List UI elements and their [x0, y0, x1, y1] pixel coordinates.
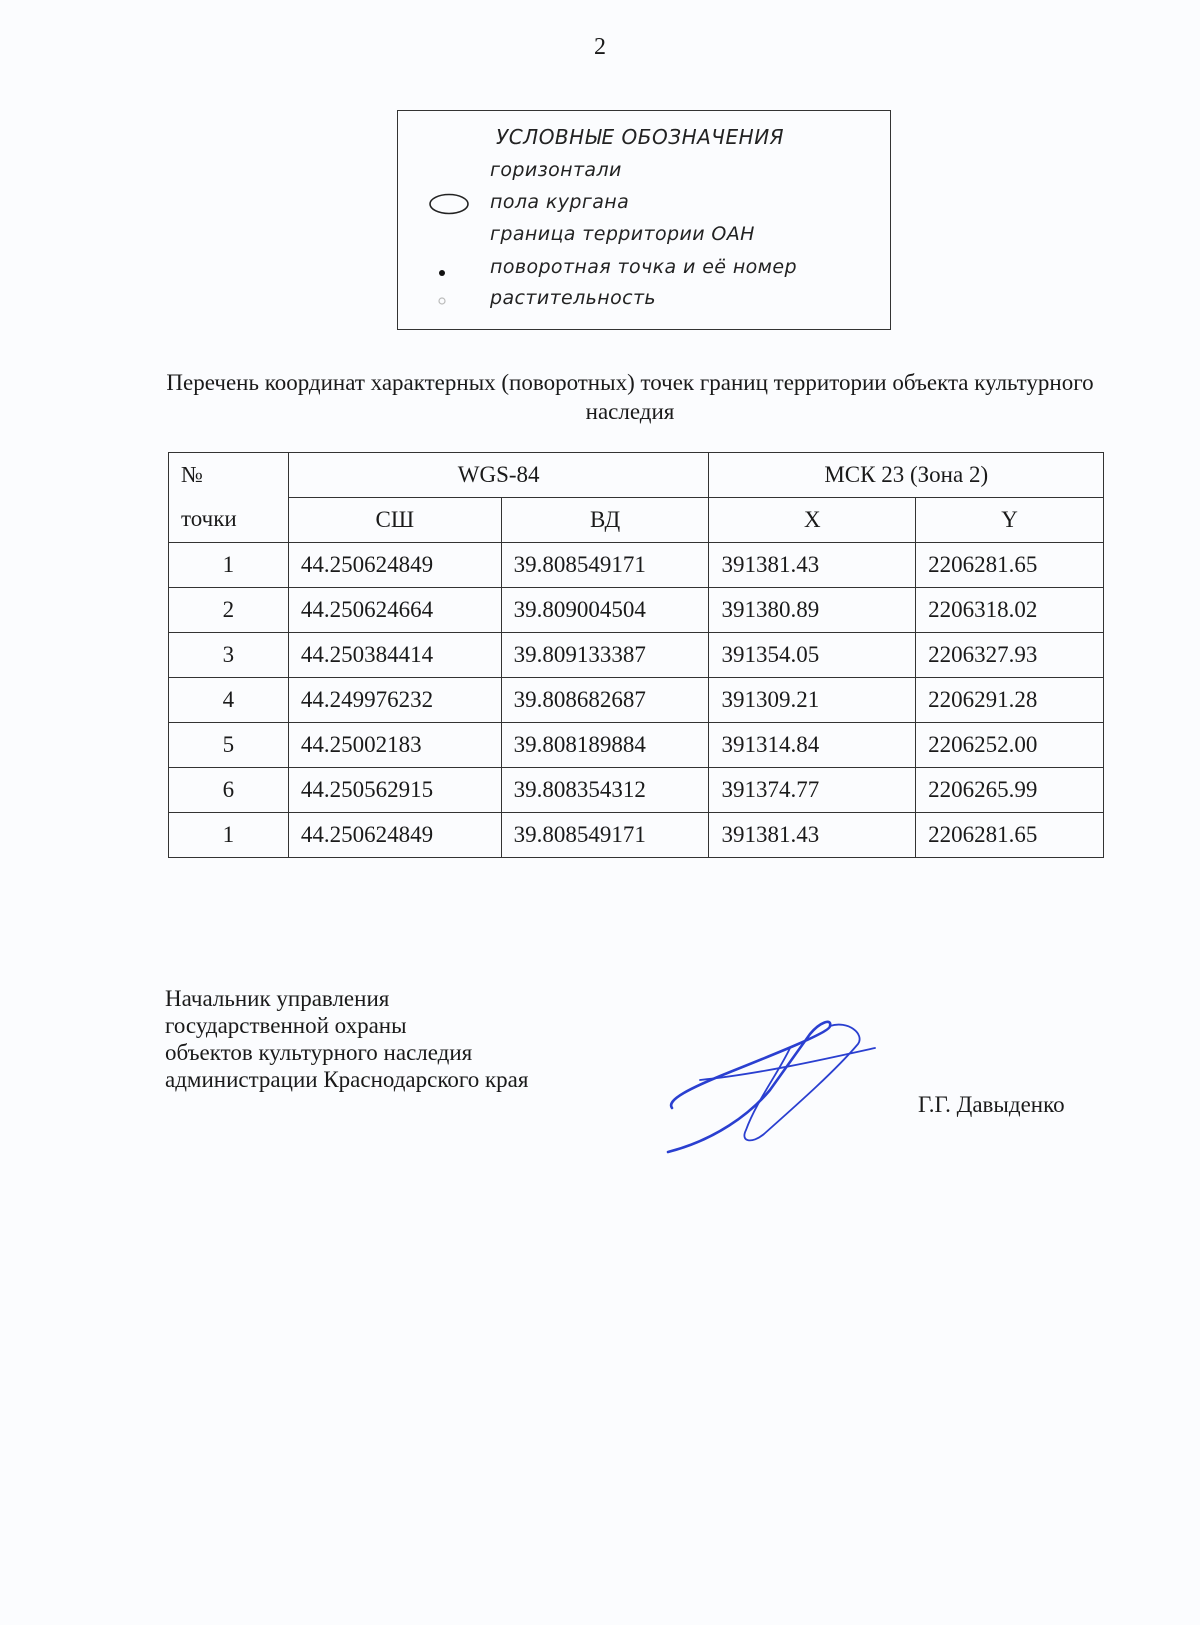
lon-cell: 39.808354312	[501, 768, 709, 813]
table-row	[169, 588, 1104, 633]
page-number: 2	[594, 34, 606, 60]
y-cell: 2206291.28	[916, 678, 1104, 723]
y-cell: 2206281.65	[916, 543, 1104, 588]
y-cell: 2206265.99	[916, 768, 1104, 813]
legend-box	[397, 110, 891, 330]
x-cell: 391374.77	[709, 768, 916, 813]
legend-item-turning-point	[398, 254, 890, 284]
position-line: администрации Краснодарского края	[165, 1067, 529, 1092]
lat-cell: 44.250624849	[288, 813, 501, 858]
msk23-header: МСК 23 (Зона 2)	[709, 453, 1104, 498]
y-cell: 2206281.65	[916, 813, 1104, 858]
point-number-cell: 6	[169, 768, 289, 813]
lat-cell: 44.250562915	[288, 768, 501, 813]
x-cell: 391380.89	[709, 588, 916, 633]
point-number-cell: 2	[169, 588, 289, 633]
x-cell: 391381.43	[709, 543, 916, 588]
lat-cell: 44.250384414	[288, 633, 501, 678]
y-cell: 2206318.02	[916, 588, 1104, 633]
table-row	[169, 543, 1104, 588]
contour-line-icon	[428, 161, 470, 183]
point-number-cell: 1	[169, 543, 289, 588]
lat-cell: 44.25002183	[288, 723, 501, 768]
table-row	[169, 813, 1104, 858]
lat-header: СШ	[288, 498, 501, 543]
legend-item-vegetation	[398, 285, 890, 315]
position-line: объектов культурного наследия	[165, 1040, 473, 1065]
point-number-cell: 5	[169, 723, 289, 768]
legend-item-contours	[398, 157, 890, 187]
table-header-row	[169, 453, 1104, 498]
legend-title: УСЛОВНЫЕ ОБОЗНАЧЕНИЯ	[496, 125, 785, 149]
legend-item-mound-base	[398, 189, 890, 219]
position-line: Начальник управления	[165, 986, 390, 1011]
document-title: Перечень координат характерных (поворотных) точек границ территории объекта культурного наследия	[166, 370, 1094, 424]
y-cell: 2206327.93	[916, 633, 1104, 678]
point-number-symbol: №	[181, 462, 203, 487]
lat-cell: 44.250624849	[288, 543, 501, 588]
legend-item-label: пола кургана	[490, 191, 630, 213]
legend-item-label: горизонтали	[490, 159, 622, 181]
coordinates-table	[168, 452, 1104, 858]
wgs84-header: WGS-84	[288, 453, 709, 498]
lon-cell: 39.808189884	[501, 723, 709, 768]
lon-cell: 39.808549171	[501, 813, 709, 858]
boundary-line-icon	[428, 225, 470, 247]
point-number-header	[169, 453, 289, 543]
point-number-cell: 1	[169, 813, 289, 858]
lat-cell: 44.250624664	[288, 588, 501, 633]
x-cell: 391309.21	[709, 678, 916, 723]
handwritten-signature	[660, 1010, 920, 1160]
point-number-cell: 4	[169, 678, 289, 723]
signatory-position	[165, 985, 528, 1093]
table-row	[169, 633, 1104, 678]
table-subheader-row	[169, 498, 1104, 543]
table-row	[169, 723, 1104, 768]
y-cell: 2206252.00	[916, 723, 1104, 768]
table-row	[169, 678, 1104, 723]
x-header: X	[709, 498, 916, 543]
lon-cell: 39.808682687	[501, 678, 709, 723]
x-cell: 391381.43	[709, 813, 916, 858]
y-header: Y	[916, 498, 1104, 543]
point-number-caption: точки	[181, 506, 237, 531]
lon-cell: 39.808549171	[501, 543, 709, 588]
lon-cell: 39.809133387	[501, 633, 709, 678]
legend-item-label: граница территории ОАН	[490, 223, 755, 245]
ellipse-icon	[428, 193, 470, 215]
vegetation-icon	[428, 289, 470, 311]
x-cell: 391314.84	[709, 723, 916, 768]
position-line: государственной охраны	[165, 1013, 407, 1038]
legend-item-label: поворотная точка и её номер	[490, 256, 797, 278]
legend-item-label: растительность	[490, 287, 657, 309]
x-cell: 391354.05	[709, 633, 916, 678]
lon-header: ВД	[501, 498, 709, 543]
signer-name: Г.Г. Давыденко	[918, 1092, 1065, 1117]
dot-icon	[428, 258, 470, 280]
lat-cell: 44.249976232	[288, 678, 501, 723]
table-row	[169, 768, 1104, 813]
point-number-cell: 3	[169, 633, 289, 678]
legend-item-boundary	[398, 221, 890, 251]
lon-cell: 39.809004504	[501, 588, 709, 633]
